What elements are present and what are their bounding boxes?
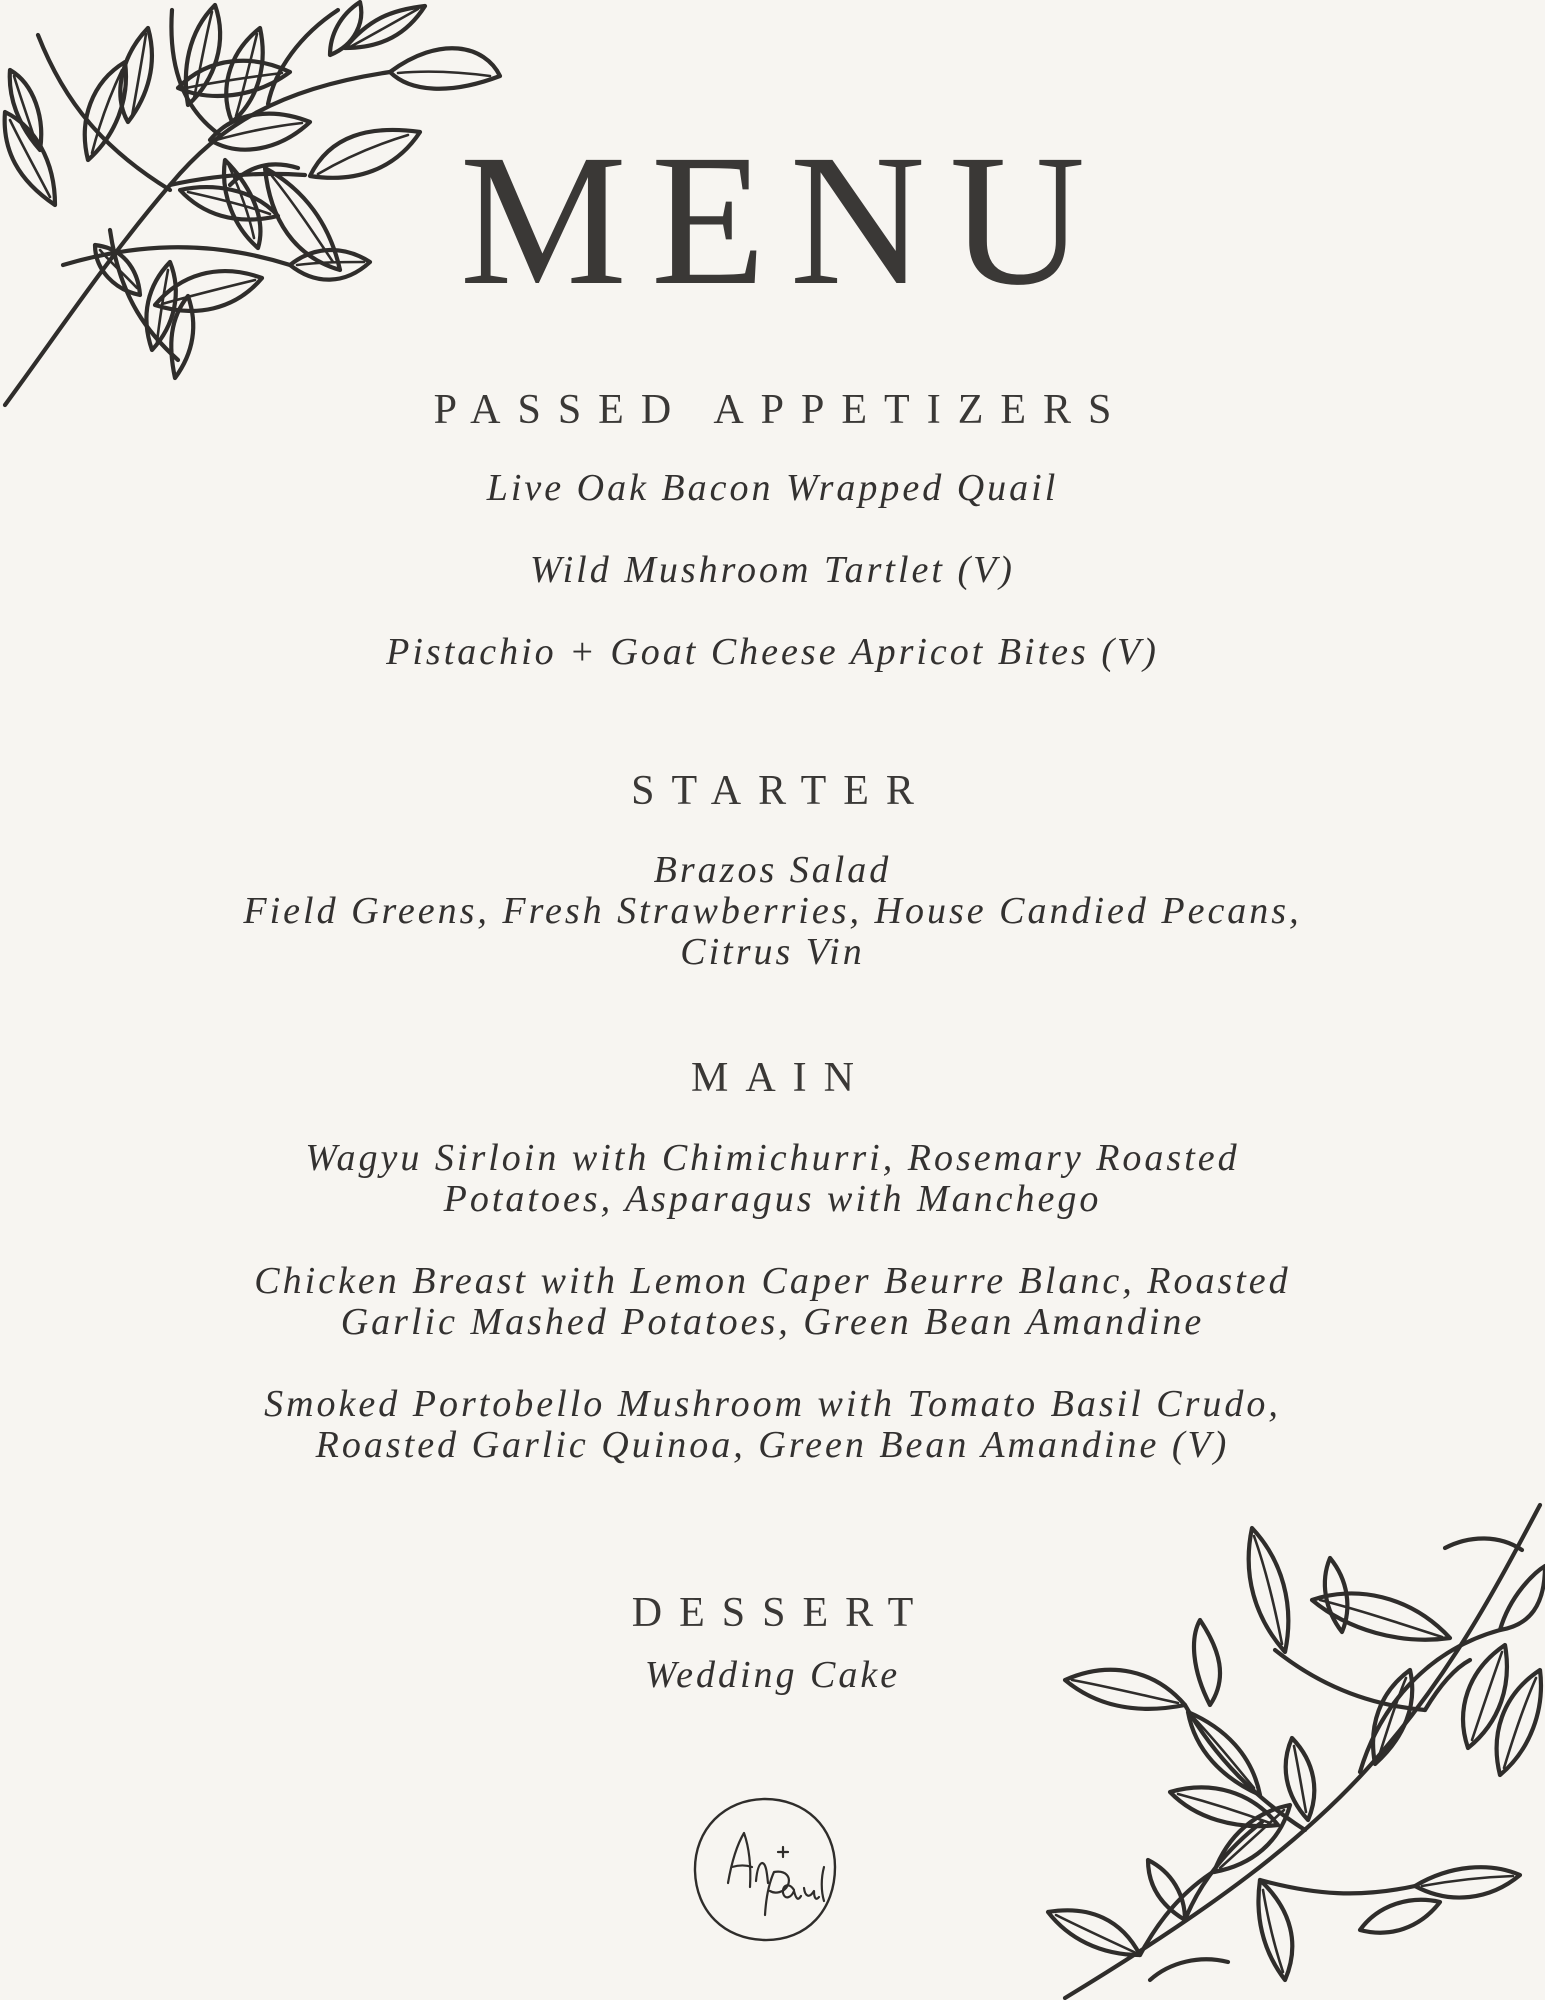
menu-item-bacon-wrapped-quail: Live Oak Bacon Wrapped Quail: [486, 467, 1059, 509]
menu-item-wagyu-sirloin: Wagyu Sirloin with Chimichurri, Rosemary Roasted Potatoes, Asparagus with Manchego: [305, 1137, 1240, 1220]
section-title-main: MAIN: [691, 1055, 871, 1101]
menu-title: MENU: [459, 115, 1110, 324]
couple-monogram-logo: [690, 1795, 840, 1945]
menu-item-apricot-bites: Pistachio + Goat Cheese Apricot Bites (V): [386, 631, 1159, 673]
menu-item-chicken-breast: Chicken Breast with Lemon Caper Beurre Blanc, Roasted Garlic Mashed Potatoes, Green Bean Amandine: [254, 1260, 1291, 1343]
section-title-starter: STARTER: [631, 768, 931, 814]
menu-item-wedding-cake: Wedding Cake: [644, 1654, 901, 1696]
section-title-passed-appetizers: PASSED APPETIZERS: [433, 387, 1129, 433]
monogram-graphic: [690, 1795, 840, 1945]
menu-item-mushroom-tartlet: Wild Mushroom Tartlet (V): [530, 549, 1015, 591]
menu-item-brazos-salad: Brazos Salad Field Greens, Fresh Strawberries, House Candied Pecans, Citrus Vin: [243, 849, 1302, 973]
bottom-right-leaf-branch-icon: [1030, 1500, 1545, 2000]
menu-item-portobello: Smoked Portobello Mushroom with Tomato Basil Crudo, Roasted Garlic Quinoa, Green Bean Amandine (V): [264, 1383, 1281, 1466]
section-title-dessert: DESSERT: [631, 1590, 931, 1636]
